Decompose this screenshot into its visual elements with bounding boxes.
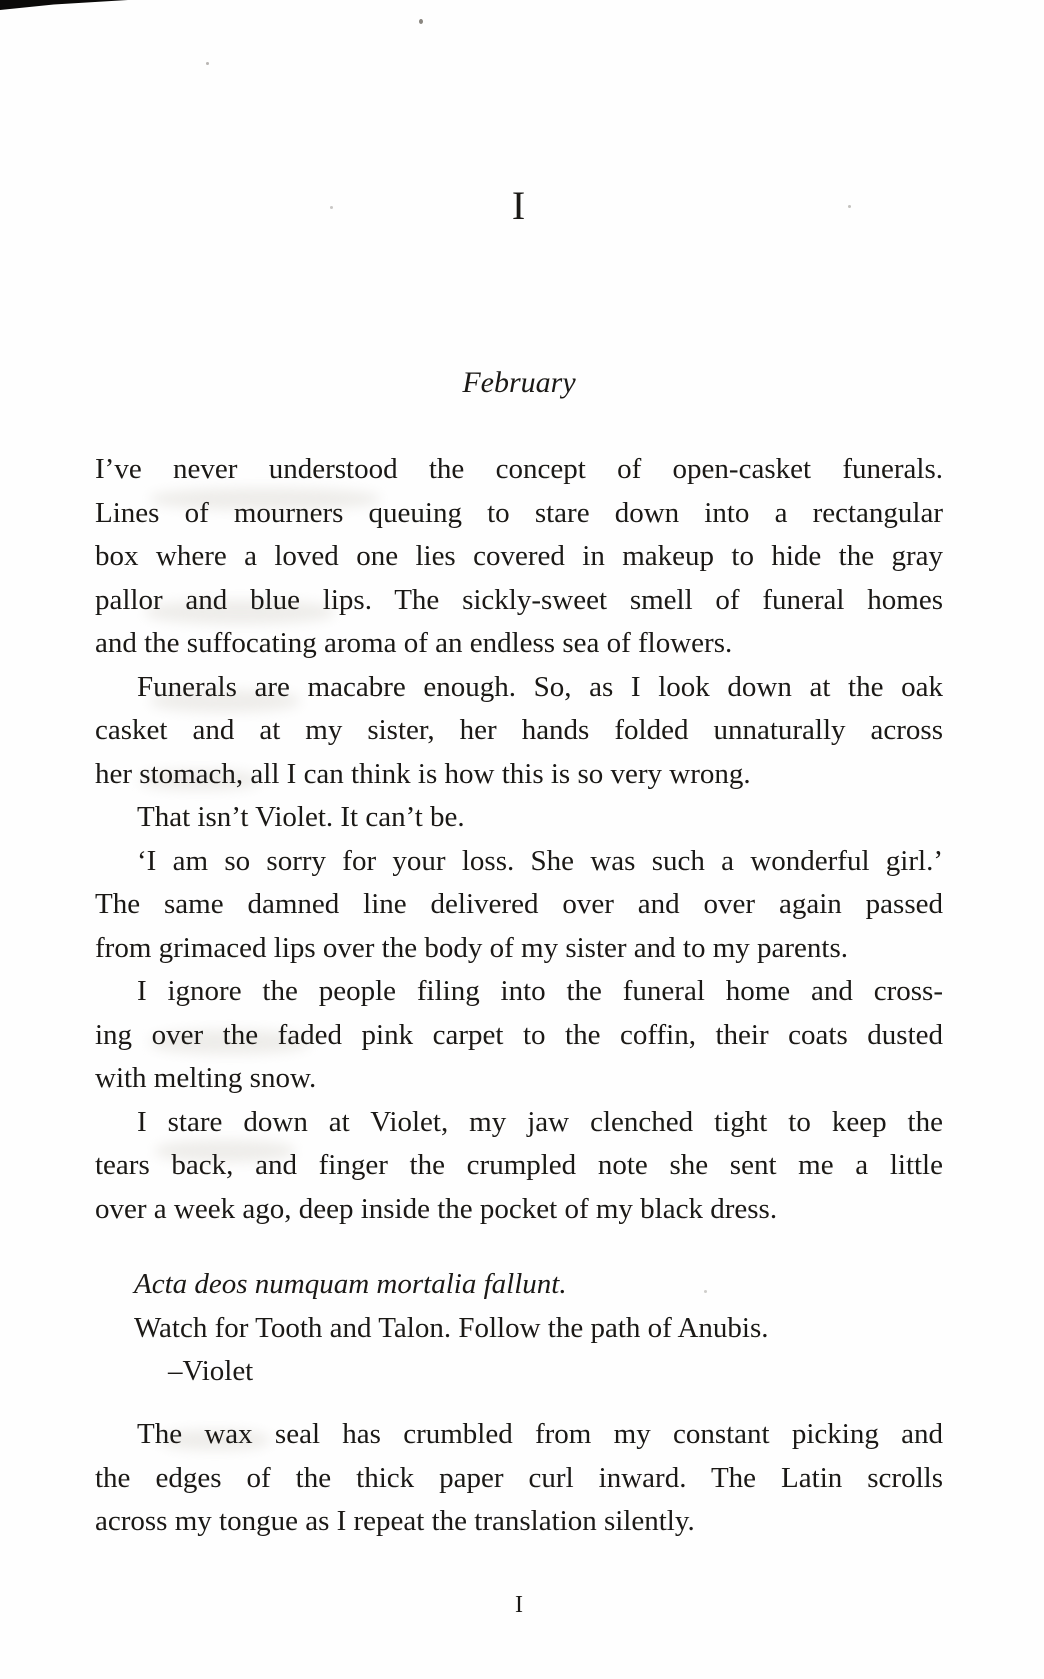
scan-speck <box>419 19 423 24</box>
chapter-number-heading: I <box>511 183 527 228</box>
paragraph <box>95 666 943 797</box>
text-line: her stomach, all I can think is how this is so very wrong. <box>95 757 751 790</box>
text-line: The same damned line delivered over and over again passed <box>95 888 943 920</box>
text-line: Funerals are macabre enough. So, as I look down at the oak <box>137 670 943 703</box>
body-text <box>95 448 943 1231</box>
text-line: I’ve never understood the concept of open-casket funerals. <box>95 453 943 485</box>
text-line: across my tongue as I repeat the translation silently. <box>95 1505 695 1537</box>
scan-artifact-corner-wedge <box>0 0 128 10</box>
note-instruction-line: Watch for Tooth and Talon. Follow the path of Anubis. <box>134 1311 769 1344</box>
paragraph <box>95 796 943 840</box>
text-line: I ignore the people filing into the funeral home and cross- <box>137 975 943 1007</box>
text-line: ing over the faded pink carpet to the coffin, their coats dusted <box>95 1018 943 1051</box>
closing-paragraph <box>95 1413 943 1544</box>
scan-speck <box>206 62 209 65</box>
text-line: The wax seal has crumbled from my constant picking and <box>137 1418 943 1450</box>
text-line: and the suffocating aroma of an endless sea of flowers. <box>95 627 733 659</box>
paragraph <box>95 448 943 666</box>
text-line: box where a loved one lies covered in makeup to hide the gray <box>95 540 943 572</box>
note-block <box>134 1263 914 1394</box>
paragraph <box>95 1101 943 1232</box>
text-line: Lines of mourners queuing to stare down into a rectangular <box>95 496 943 529</box>
page-number: I <box>515 1592 523 1618</box>
section-date-heading: February <box>462 366 576 399</box>
text-line: I stare down at Violet, my jaw clenched tight to keep the <box>137 1105 943 1138</box>
text-line: casket and at my sister, her hands folded unnaturally across <box>95 714 943 746</box>
text-line: ‘I am so sorry for your loss. She was such a wonderful girl.’ <box>137 844 943 877</box>
text-line: That isn’t Violet. It can’t be. <box>137 801 465 833</box>
text-line: from grimaced lips over the body of my sister and to my parents. <box>95 931 849 964</box>
text-line: pallor and blue lips. The sickly-sweet smell of funeral homes <box>95 583 943 616</box>
paragraph <box>95 970 943 1101</box>
text-line: with melting snow. <box>95 1062 317 1094</box>
text-line: over a week ago, deep inside the pocket of my black dress. <box>95 1192 778 1225</box>
note-latin-line: Acta deos numquam mortalia fallunt. <box>134 1268 567 1300</box>
text-line: tears back, and finger the crumpled note she sent me a little <box>95 1149 943 1181</box>
text-line: the edges of the thick paper curl inward. The Latin scrolls <box>95 1461 943 1494</box>
note-signature: –Violet <box>168 1355 254 1387</box>
paragraph <box>95 840 943 971</box>
